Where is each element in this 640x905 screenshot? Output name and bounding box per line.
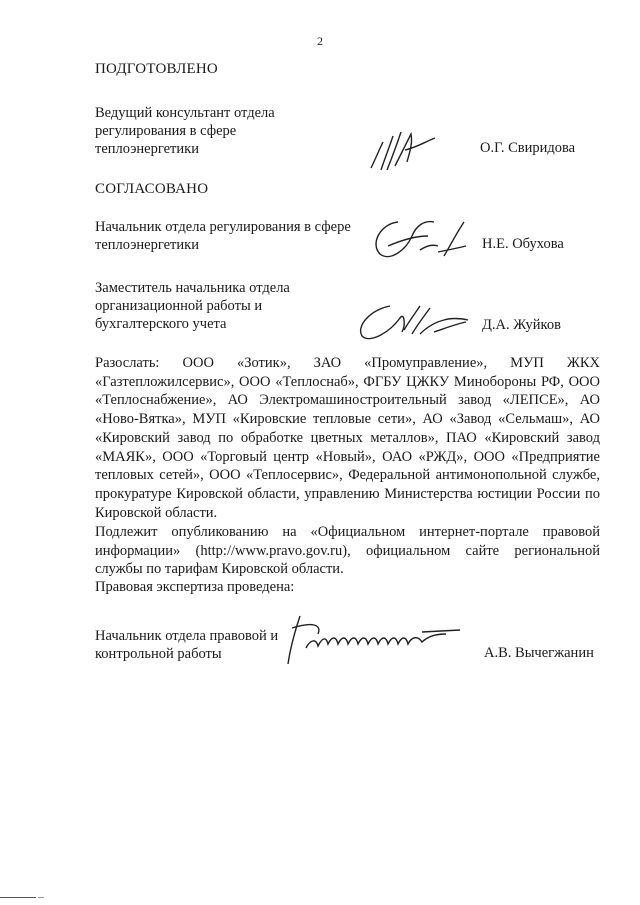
footer-rule bbox=[0, 897, 36, 898]
signature-obukhova bbox=[368, 206, 468, 266]
prepared-position: Ведущий консультант отдела регулирования в сфере теплоэнергетики bbox=[95, 105, 275, 157]
legal-position: Начальник отдела правовой и контрольной работы bbox=[95, 628, 279, 662]
signature-sviridova bbox=[365, 120, 455, 180]
approver-1-position: Начальник отдела регулирования в сфере теплоэнергетики bbox=[95, 219, 351, 253]
prepared-name: О.Г. Свиридова bbox=[480, 140, 576, 156]
approver-1-name: Н.Е. Обухова bbox=[482, 236, 564, 252]
signature-vychegzhanin bbox=[282, 608, 462, 668]
approver-2-name: Д.А. Жуйков bbox=[482, 317, 561, 333]
approver-2-position: Заместитель начальника отдела организационной работы и бухгалтерского учета bbox=[95, 280, 290, 332]
signature-zhuikov bbox=[350, 296, 470, 346]
legal-name: А.В. Вычегжанин bbox=[484, 645, 594, 661]
distribution-list: Разослать: ООО «Зотик», ЗАО «Промуправление», МУП ЖКХ «Газтепложилсервис», ООО «Теплоснаб», ФГБУ ЦЖКУ Минобороны РФ, ООО «Теплоснабжение», АО Электромашиностроительный завод «ЛЕПСЕ», АО «Ново-Вятка», МУП «Кировские тепловые сети», АО «Завод «Сельмаш», АО «Кировский завод по обработке цветных металлов», ПАО «Кировский завод «МАЯК», ООО «Торговый центр «Новый», ОАО «РЖД», ООО «Предприятие тепловых сетей», ООО «Теплосервис», Федеральной антимонопольной службе, прокуратуре Кировской области, управлению Министерства юстиции России по Кировской области. bbox=[95, 355, 600, 521]
legal-expertise-note: Правовая экспертиза проведена: bbox=[95, 579, 295, 595]
prepared-heading: ПОДГОТОВЛЕНО bbox=[95, 61, 218, 77]
approved-heading: СОГЛАСОВАНО bbox=[95, 181, 209, 197]
publication-note: Подлежит опубликованию на «Официальном интернет-портале правовой информации» (http://www.pravo.gov.ru), официальном сайте региональной службы по тарифам Кировской области. bbox=[95, 524, 600, 578]
page-number: 2 bbox=[317, 34, 323, 48]
footer-mark bbox=[38, 897, 44, 898]
